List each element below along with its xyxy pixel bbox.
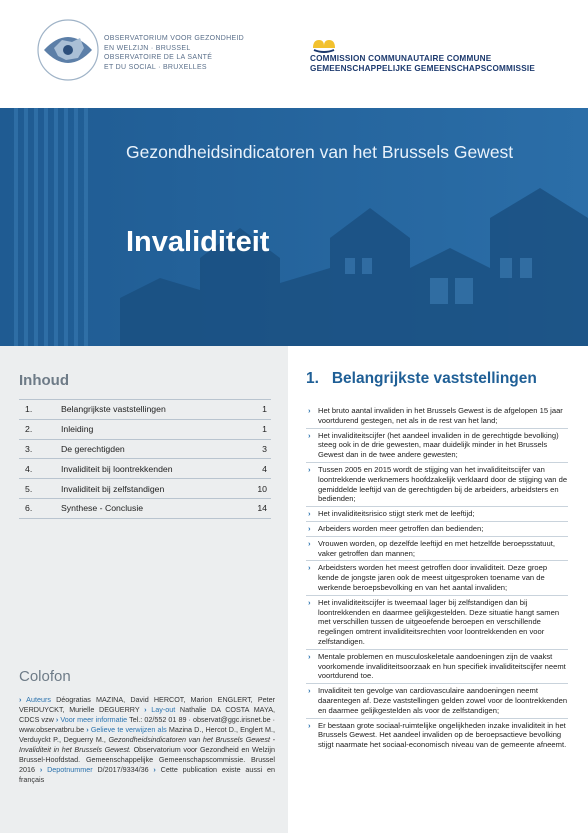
cocom-name <box>310 54 535 74</box>
toc-item[interactable] <box>19 399 271 419</box>
colofon-authors: Déogratias MAZINA, David HERCOT, Marion ENGLERT, Peter VERDUYCKT, Murielle DEGUERRY <box>19 695 275 714</box>
chevron-right-icon: › <box>19 695 22 704</box>
list-item-text: Tussen 2005 en 2015 wordt de stijging van het invaliditeitscijfer van loontrekkende werknemers hoofdzakelijk verklaard door de stijging van de gemiddelde leeftijd van de gerechtigden bij de arbeiders, arbeidsters en bedienden; <box>318 464 568 504</box>
toc-item-number: 1. <box>25 404 33 415</box>
toc-item-number: 3. <box>25 443 33 454</box>
colofon-text <box>19 695 275 785</box>
colofon-layout: Nathalie DA COSTA MAYA, CDCS vzw <box>19 705 275 724</box>
toc-item-page: 3 <box>262 443 267 454</box>
toc-title: Inhoud <box>19 372 69 389</box>
toc-item[interactable] <box>19 458 271 478</box>
toc-item[interactable] <box>19 478 271 498</box>
chevron-right-icon: › <box>308 686 311 696</box>
list-item-text: Mentale problemen en musculoskeletale aandoeningen zijn de vaakst voorkomende invaliditeitsoorzaak en hun specifiek invaliditeitscijfer neemt voortdurend toe. <box>318 651 566 681</box>
toc-item-page: 10 <box>257 483 267 494</box>
toc-item[interactable] <box>19 439 271 459</box>
toc-item[interactable] <box>19 498 271 519</box>
cocom-logo <box>310 36 338 54</box>
list-item-text: Het invaliditeitsrisico stijgt sterk met de leeftijd; <box>318 509 475 519</box>
toc-item-page: 14 <box>257 503 267 514</box>
list-item <box>306 431 568 463</box>
colofon-label: Depotnummer <box>47 765 93 774</box>
document-title: Invaliditeit <box>126 226 270 258</box>
toc-item-label: Belangrijkste vaststellingen <box>61 404 166 415</box>
colofon-title: Colofon <box>19 668 71 685</box>
colofon-label: Auteurs <box>26 695 51 704</box>
series-subtitle: Gezondheidsindicatoren van het Brussels Gewest <box>126 142 514 162</box>
toc-item-number: 2. <box>25 424 33 435</box>
colofon-ref-title: Gezondheidsindicatoren van het Brussels Gewest - Invaliditeit in het Brussels Gewest. <box>19 735 276 754</box>
toc-item[interactable] <box>19 419 271 439</box>
list-item-text: Arbeidsters worden het meest getroffen door invaliditeit. Deze groep kende de jongste jaren ook de meest uitgesproken toename van de werkende beroepsbevolking en van het aantal invaliden; <box>318 563 548 592</box>
chevron-right-icon: › <box>308 563 311 573</box>
list-item-text: Arbeiders worden meer getroffen dan bedienden; <box>318 523 484 533</box>
chevron-right-icon: › <box>39 765 43 774</box>
colofon-contact: Tel.: 02/552 01 89 · observat@ggc.irisnet.be · www.observatbru.be <box>19 715 276 734</box>
chevron-right-icon: › <box>308 651 311 661</box>
toc-item-number: 6. <box>25 503 33 514</box>
list-item <box>306 539 568 562</box>
list-item <box>306 598 568 650</box>
toc-item-label: Invaliditeit bij zelfstandigen <box>61 483 165 494</box>
toc-item-number: 5. <box>25 483 33 494</box>
cocom-name-nl: GEMEENSCHAPPELIJKE GEMEENSCHAPSCOMMISSIE <box>310 64 536 73</box>
chevron-right-icon: › <box>308 720 311 730</box>
section-title: 1. Belangrijkste vaststellingen <box>306 370 537 387</box>
list-item <box>306 465 568 507</box>
list-item <box>306 652 568 684</box>
list-item-text: Vrouwen worden, op dezelfde leeftijd en met hetzelfde beroepsstatuut, vaker getroffen dan mannen; <box>318 538 555 558</box>
chevron-right-icon: › <box>308 430 311 440</box>
list-item-text: Het invaliditeitscijfer is tweemaal lager bij zelfstandigen dan bij loontrekkenden en daarmee gelijkgestelden. Deze situatie hangt samen met verschillen tussen de uitgeoefende beroepen en verschillende regelingen omtrent invaliditeitsrechten voor loontrekkenden en voor zelfstandigen. <box>318 597 560 646</box>
list-item <box>306 524 568 537</box>
chevron-right-icon: › <box>308 538 311 548</box>
list-item-text: Het invaliditeitscijfer (het aandeel invaliden in de gerechtigde bevolking) steeg ook in de drie gewesten, maar duidelijk minder in het Brussels Gewest dan in de twee andere gewesten; <box>318 430 559 460</box>
colofon-label: Gelieve te verwijzen als <box>90 725 167 734</box>
colofon-label: Lay-out <box>151 705 176 714</box>
list-item-text: Het bruto aantal invaliden in het Brussels Gewest is de afgelopen 15 jaar voortdurend gestegen, net als in de rest van het land; <box>318 406 563 425</box>
list-item <box>306 721 568 752</box>
chevron-right-icon: › <box>308 597 311 607</box>
chevron-right-icon: › <box>308 509 311 519</box>
page-header <box>0 0 588 108</box>
chevron-right-icon: › <box>308 406 311 415</box>
chevron-right-icon: › <box>86 725 89 734</box>
chevron-right-icon: › <box>144 705 147 714</box>
list-item-text: Er bestaan grote sociaal-ruimtelijke ongelijkheden inzake invaliditeit in het Brussels Gewest. Het aandeel invaliden op de beroepsactieve bevolking stijgt naarmate het sociaal-economisch niveau van de gemeente afneemt. <box>318 720 567 750</box>
colofon-label: Voor meer informatie <box>60 715 128 724</box>
chevron-right-icon: › <box>308 464 311 474</box>
toc-item-label: Inleiding <box>61 424 94 435</box>
toc-item-label: Invaliditeit bij loontrekkenden <box>61 463 173 474</box>
toc-item-page: 4 <box>262 463 267 474</box>
colofon-depot: D/2017/9334/36 <box>97 765 149 774</box>
observatorium-name: OBSERVATORIUM VOOR GEZONDHEID EN WELZIJN · BRUSSEL OBSERVATOIRE DE LA SANTÉ ET DU SOCIAL · BRUXELLES <box>104 35 245 71</box>
toc-item-page: 1 <box>262 424 267 435</box>
list-item-text: Invaliditeit ten gevolge van cardiovasculaire aandoeningen neemt daarentegen af. Deze vaststellingen gelden zowel voor de loontrekkenden en daarmee gelijkgestelden als voor de zelfstandigen; <box>318 686 568 715</box>
list-item <box>306 686 568 718</box>
colofon-ref-authors: Mazina D., Hercot D., Englert M., Verduyckt P., Deguerry M., <box>19 725 276 744</box>
table-of-contents <box>19 399 271 519</box>
colofon-ref-rest: Observatorium voor Gezondheid en Welzijn Brussel-Hoofdstad. Gemeenschappelijke Gemeenschapscommissie. Brussel 2016 <box>19 745 275 774</box>
list-item <box>306 563 568 595</box>
toc-item-label: De gerechtigden <box>61 443 125 454</box>
toc-item-page: 1 <box>262 404 267 415</box>
chevron-right-icon: › <box>308 523 311 533</box>
list-item <box>306 509 568 522</box>
findings-list <box>306 406 568 754</box>
colofon-extra: Cette publication existe aussi en français <box>19 765 276 784</box>
toc-item-number: 4. <box>25 463 33 474</box>
list-item <box>306 406 568 429</box>
chevron-right-icon: › <box>55 715 59 724</box>
title-banner <box>0 108 588 346</box>
toc-item-label: Synthese - Conclusie <box>61 503 144 514</box>
observatorium-logo <box>36 18 100 82</box>
chevron-right-icon: › <box>153 765 156 774</box>
cocom-name-fr: COMMISSION COMMUNAUTAIRE COMMUNE <box>310 54 492 63</box>
